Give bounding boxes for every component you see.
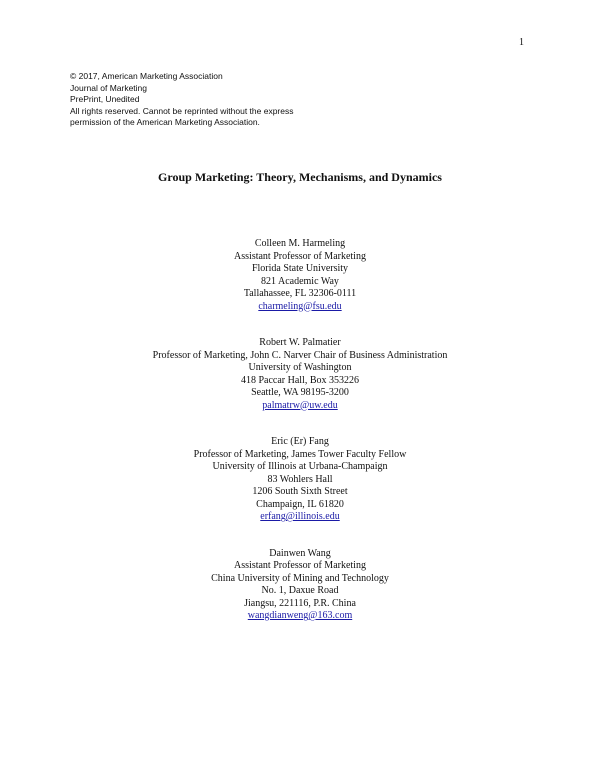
author-email-link[interactable]: wangdianweng@163.com	[247, 610, 353, 621]
author-affiliation-line: University of Illinois at Urbana-Champaign	[212, 461, 388, 472]
author-affiliation-line: Assistant Professor of Marketing	[234, 250, 366, 262]
page-number: 1	[519, 37, 524, 48]
copyright-line: Journal of Marketing	[70, 82, 148, 93]
copyright-notice	[70, 71, 293, 129]
author-affiliation-line: Seattle, WA 98195-3200	[251, 387, 349, 398]
author-affiliation-line: China University of Mining and Technology	[211, 572, 389, 584]
author-list	[0, 238, 600, 647]
author-affiliation-line: Tallahassee, FL 32306-0111	[243, 288, 357, 299]
paper-title: Group Marketing: Theory, Mechanisms, and Dynamics	[158, 170, 442, 184]
author-email-link[interactable]: charmeling@fsu.edu	[258, 300, 342, 312]
author-affiliation-line: Jiangsu, 221116, P.R. China	[244, 597, 356, 609]
author-email-link[interactable]: erfang@illinois.edu	[260, 511, 340, 522]
author-name: Eric (Er) Fang	[271, 436, 329, 447]
copyright-line: All rights reserved. Cannot be reprinted without the express	[70, 105, 294, 116]
author-name: Colleen M. Harmeling	[254, 238, 346, 249]
author-affiliation-line: 418 Paccar Hall, Box 353226	[240, 374, 360, 386]
author-affiliation-line: 83 Wohlers Hall	[267, 473, 333, 485]
copyright-line: permission of the American Marketing Association.	[70, 117, 260, 127]
author-block	[0, 337, 600, 412]
author-block	[0, 548, 600, 623]
author-affiliation-line: 821 Academic Way	[261, 275, 339, 287]
author-affiliation-line: University of Washington	[248, 362, 352, 373]
author-affiliation-line: Professor of Marketing, John C. Narver Chair of Business Administration	[152, 349, 448, 361]
author-affiliation-line: Professor of Marketing, James Tower Faculty Fellow	[193, 448, 407, 460]
author-name: Robert W. Palmatier	[259, 337, 341, 348]
author-affiliation-line: Champaign, IL 61820	[256, 498, 344, 510]
author-affiliation-line: No. 1, Daxue Road	[261, 585, 339, 596]
author-block	[0, 238, 600, 313]
copyright-line: PrePrint, Unedited	[70, 94, 140, 104]
author-name: Dainwen Wang	[269, 547, 331, 559]
author-affiliation-line: Florida State University	[251, 263, 349, 274]
author-block	[0, 436, 600, 524]
author-affiliation-line: Assistant Professor of Marketing	[234, 560, 366, 571]
copyright-line: © 2017, American Marketing Association	[70, 71, 223, 81]
author-email-link[interactable]: palmatrw@uw.edu	[262, 399, 338, 411]
author-affiliation-line: 1206 South Sixth Street	[252, 486, 348, 497]
